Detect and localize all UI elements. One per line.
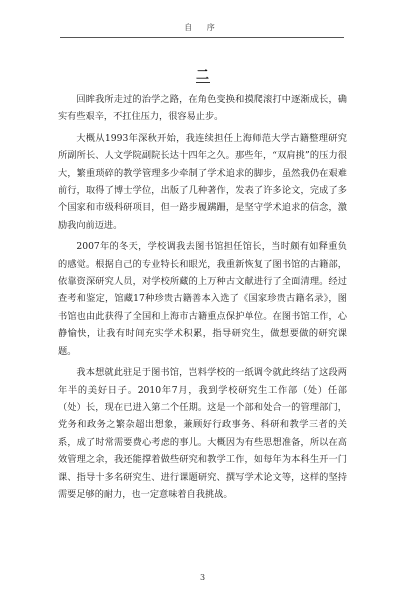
header-rule	[60, 37, 344, 38]
paragraph: 回眸我所走过的治学之路，在角色变换和摸爬滚打中逐渐成长，确实有些艰辛，不扛住压力，很容易止步。	[58, 94, 347, 123]
body-text	[58, 91, 347, 507]
paragraph: 我本想就此驻足于图书馆，岂料学校的一纸调令就此终结了这段两年半的美好日子。2010年7月，我到学校研究生工作部（处）任部（处）长，现在已进入第二个任期。这是一个部和处合一的管理部门，党务和政务之繁杂超出想象，兼顾好行政事务、科研和教学三者的关系，成了时常需要费心考虑的事儿。大概因为有些思想准备，所以在高效管理之余，我还能撑着做些研究和教学工作，如每年为本科生开一门课、指导十多名研究生、进行课题研究、撰写学术论文等，这样的坚持需要足够的耐力，也一定意味着自我挑战。	[58, 367, 347, 500]
section-number: 二	[195, 68, 209, 83]
page-number: 3	[199, 573, 206, 582]
paragraph: 大概从1993年深秋开始，我连续担任上海师范大学古籍整理研究所副所长、人文学院副院长达十四年之久。那些年，“双肩挑”的压力很大，繁重琐碎的教学管理多少牵制了学术追求的脚步，虽然我仍在艰难前行，取得了博士学位，出版了几种著作，发表了许多论文，完成了多个国家和市级科研项目，但一路步履蹒跚，是坚守学术追求的信念，激励我向前迈进。	[58, 132, 347, 231]
paragraph: 2007年的冬天，学校调我去图书馆担任馆长，当时颇有如释重负的感觉。根据自己的专业特长和眼光，我重新恢复了图书馆的古籍部，依靠资深研究人员，对学校所藏的上万种古文献进行了全面清理。经过查考和鉴定，馆藏17种珍贵古籍善本入选了《国家珍贵古籍名录》，图书馆也由此获得了全国和上海市古籍重点保护单位。在图书馆工作，心静愉快，让我有时间充实学术积累，指导研究生，做想要做的研究课题。	[58, 241, 347, 357]
section-number-underline	[196, 82, 210, 83]
running-head: 自 序	[184, 23, 221, 32]
